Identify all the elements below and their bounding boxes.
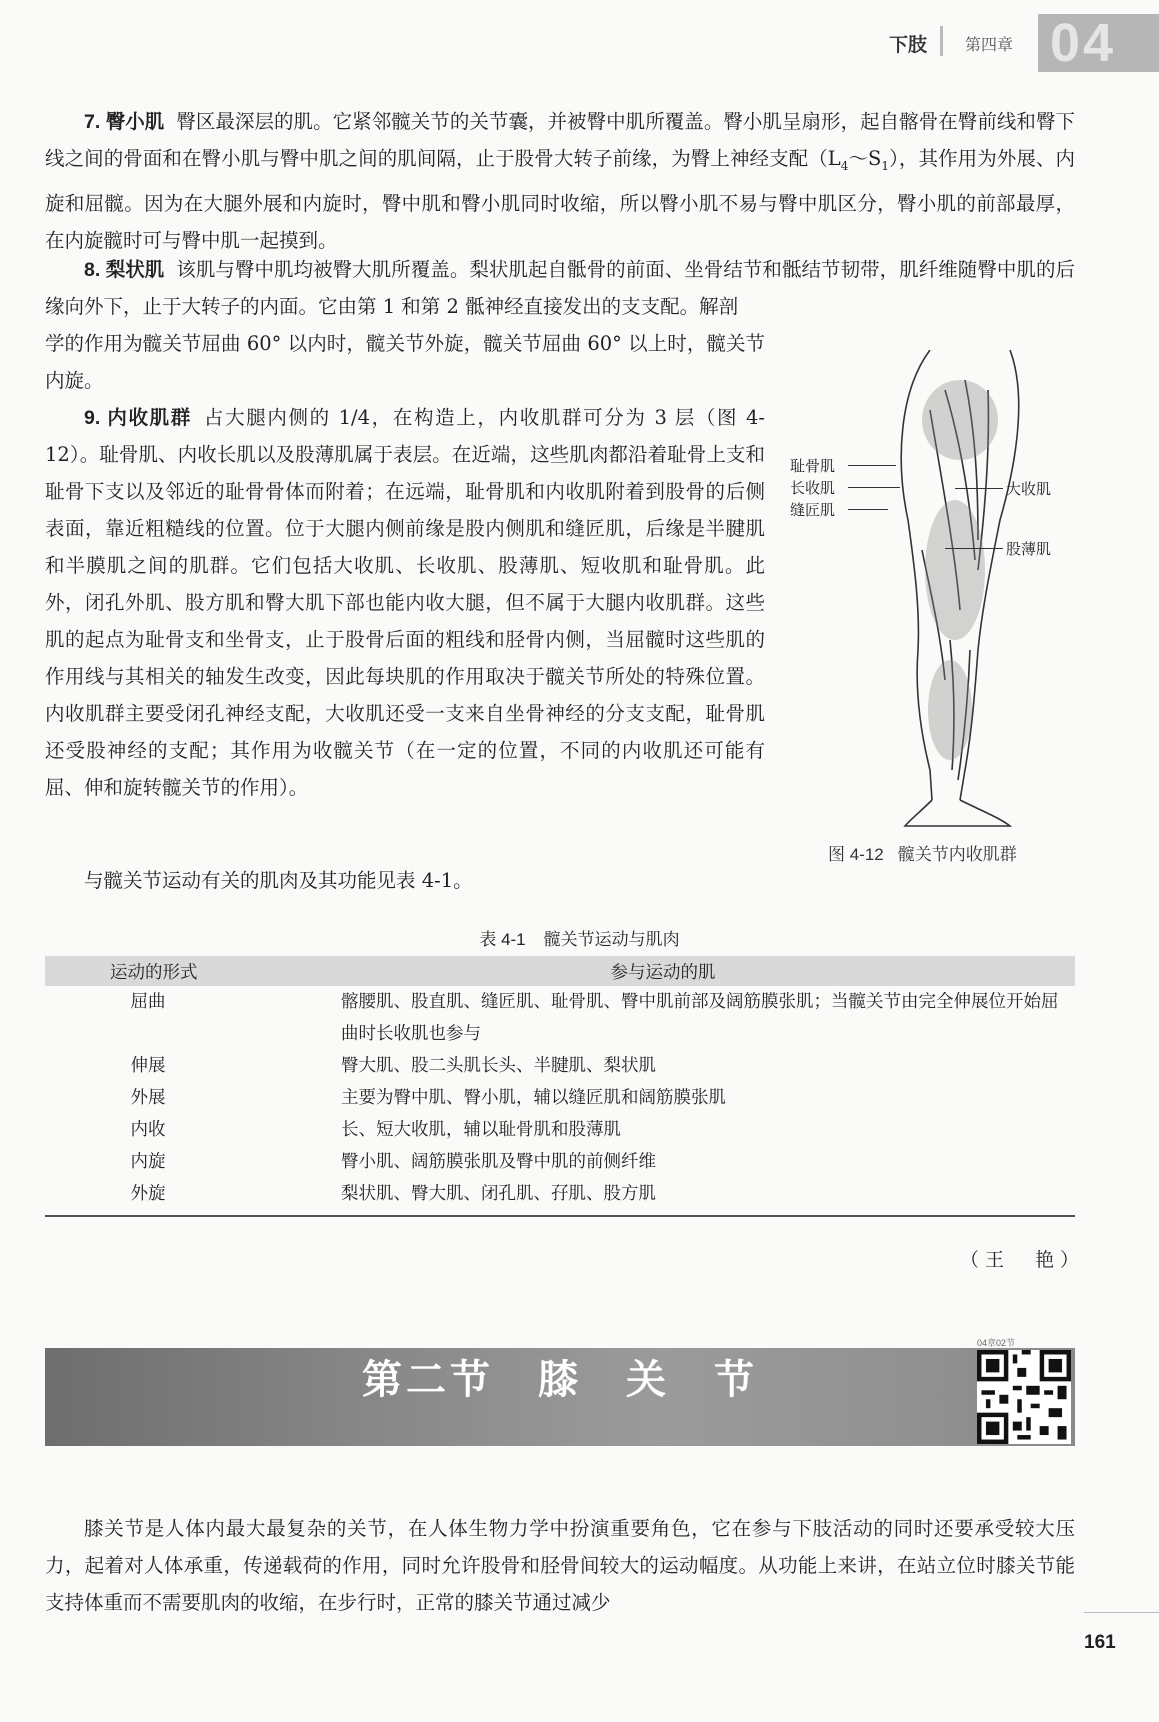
paragraph-knee-intro: 膝关节是人体内最大最复杂的关节，在人体生物力学中扮演重要角色，它在参与下肢活动的同时还要承受较大压力，起着对人体承重，传递载荷的作用，同时允许股骨和胫骨间较大的运动幅度。从功能上来讲，在站立位时膝关节能支持体重而不需要肌肉的收缩，在步行时，正常的膝关节通过减少 xyxy=(45,1517,1075,1614)
table-row: 屈曲 髂腰肌、股直肌、缝匠肌、耻骨肌、臀中肌前部及阔筋膜张肌；当髋关节由完全伸展位开始屈曲时长收肌也参与 xyxy=(130,992,1059,1044)
leader-line xyxy=(848,465,896,466)
table-row: 外展 主要为臀中肌、臀小肌，辅以缝匠肌和阔筋膜张肌 xyxy=(130,1088,726,1108)
figure-label-adductor-longus: 长收肌 xyxy=(790,479,836,497)
heading-piriformis: 8. 梨状肌 xyxy=(84,259,165,281)
table-header-motion: 运动的形式 xyxy=(45,956,251,986)
leader-line xyxy=(945,548,1003,549)
table-title: 表 4-1 髋关节运动与肌肉 xyxy=(479,930,680,949)
running-header-chapter: 第四章 xyxy=(965,37,1014,54)
footer-rule xyxy=(1084,1612,1159,1613)
table-row: 外旋 梨状肌、臀大肌、闭孔肌、孖肌、股方肌 xyxy=(130,1184,656,1204)
qr-code-icon[interactable] xyxy=(977,1350,1071,1444)
paragraph-piriformis-continued: 学的作用为髋关节屈曲 60° 以内时，髋关节外旋，髋关节屈曲 60° 以上时，髋关节内旋。 xyxy=(45,332,765,392)
page-number: 161 xyxy=(1084,1632,1116,1653)
header-divider xyxy=(940,26,943,56)
chapter-number-block: 04 xyxy=(1038,14,1159,72)
paragraph-piriformis: 8. 梨状肌 该肌与臀中肌均被臀大肌所覆盖。梨状肌起自骶骨的前面、坐骨结节和骶结节韧带，肌纤维随臀中肌的后缘向外下，止于大转子的内面。它由第 1 和第 2 骶神经直接发出的支支配。解剖 xyxy=(45,258,1075,318)
paragraph-adductors: 9. 内收肌群 占大腿内侧的 1/4，在构造上，内收肌群可分为 3 层（图 4-12）。耻骨肌、内收长肌以及股薄肌属于表层。在近端，这些肌肉都沿着耻骨上支和耻骨下支以及邻近的耻骨骨体而附着；在远端，耻骨肌和内收肌附着到股骨的后侧表面，靠近粗糙线的位置。位于大腿内侧前缘是股内侧肌和缝匠肌，后缘是半腱肌和半膜肌之间的肌群。它们包括大收肌、长收肌、股薄肌、短收肌和耻骨肌。此外，闭孔外肌、股方肌和臀大肌下部也能内收大腿，但不属于大腿内收肌群。这些肌的起点为耻骨支和坐骨支，止于股骨后面的粗线和胫骨内侧，当屈髋时这些肌的作用线与其相关的轴发生改变，因此每块肌的作用取决于髋关节所处的特殊位置。内收肌群主要受闭孔神经支配，大收肌还受一支来自坐骨神经的分支支配，耻骨肌还受股神经的支配；其作用为收髋关节（在一定的位置，不同的内收肌还可能有屈、伸和旋转髋关节的作用）。 xyxy=(45,406,765,799)
table-row: 内收 长、短大收肌，辅以耻骨肌和股薄肌 xyxy=(130,1120,621,1140)
heading-gluteus-minimus: 7. 臀小肌 xyxy=(84,111,165,133)
paragraph-table-reference: 与髋关节运动有关的肌肉及其功能见表 4-1。 xyxy=(84,869,473,892)
figure-caption: 图 4-12 髋关节内收肌群 xyxy=(828,845,1017,865)
leader-line xyxy=(848,509,888,510)
author-signature: （王 艳） xyxy=(960,1249,1086,1271)
heading-adductors: 9. 内收肌群 xyxy=(84,407,192,429)
table-bottom-rule xyxy=(45,1215,1075,1217)
figure-label-sartorius: 缝匠肌 xyxy=(790,501,836,519)
hip-motion-table xyxy=(45,956,1075,1210)
figure-label-pectineus: 耻骨肌 xyxy=(790,457,836,475)
running-header-part: 下肢 xyxy=(889,35,928,56)
figure-label-adductor-magnus: 大收肌 xyxy=(1006,480,1052,498)
table-header-muscles: 参与运动的肌 xyxy=(251,956,1075,986)
figure-label-gracilis: 股薄肌 xyxy=(1006,540,1052,558)
leg-muscle-illustration xyxy=(860,350,1065,830)
table-row: 伸展 臀大肌、股二头肌长头、半腱肌、梨状肌 xyxy=(130,1056,656,1076)
leader-line xyxy=(848,487,900,488)
section-title: 第二节 膝 关 节 xyxy=(362,1356,758,1403)
leader-line xyxy=(955,488,1003,489)
paragraph-gluteus-minimus: 7. 臀小肌 臀区最深层的肌。它紧邻髋关节的关节囊，并被臀中肌所覆盖。臀小肌呈扇形，起自髂骨在臀前线和臀下线之间的骨面和在臀小肌与臀中肌之间的肌间隔，止于股骨大转子前缘，为臀上神经支配$(L_4\sim S_1)$，其作用为外展、内旋和屈髋。因为在大腿外展和内旋时，臀中肌和臀小肌同时收缩，所以臀小肌不易与臀中肌区分，臀小肌的前部最厚，在内旋髋时可与臀中肌一起摸到。 xyxy=(45,110,1075,252)
qr-caption: 04章02节 xyxy=(977,1338,1016,1348)
table-row: 内旋 臀小肌、阔筋膜张肌及臀中肌的前侧纤维 xyxy=(130,1152,656,1172)
